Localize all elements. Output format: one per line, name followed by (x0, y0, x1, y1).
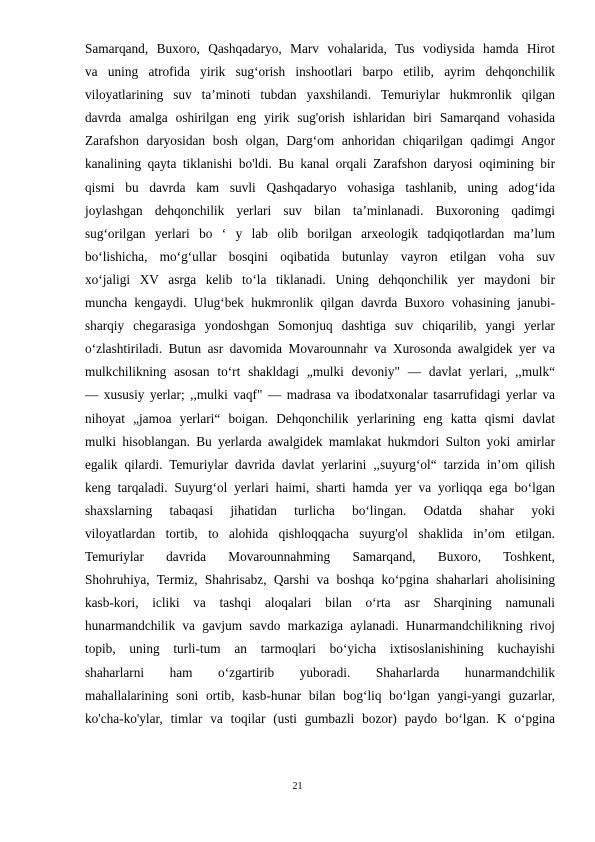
text-line: Zarafshon daryosidan bosh olgan, Darg‘om anhoridan chiqarilgan qadimgi Angor (85, 133, 555, 149)
text-line: egalik qilardi. Temuriylar davrida davlat yerlarini ,,suyurg‘ol“ tarzida in’om qilish (85, 456, 555, 472)
text-line: ko'cha-ko'ylar, timlar va toqilar (usti gumbazli bozor) paydo bo‘lgan. K o‘pgina (85, 710, 555, 726)
text-line: joylashgan dehqonchilik yerlari suv bilan ta’minlanadi. Buxoroning qadimgi (85, 202, 555, 218)
text-line: bo‘lishicha, mo‘g‘ullar bosqini oqibatida butunlay vayron etilgan voha suv (85, 248, 555, 264)
text-line: viloyatlardan tortib, to alohida qishloqqacha suyurg'ol shaklida in’om etilgan. (85, 525, 555, 541)
text-line: mulki hisoblangan. Bu yerlarda awalgidek mamlakat hukmdori Sulton yoki amirlar (85, 433, 555, 449)
text-line: davrda amalga oshirilgan eng yirik sug'orish ishlaridan biri Samarqand vohasida (85, 110, 555, 126)
text-line: shaxslarning tabaqasi jihatidan turlicha bo‘lingan. Odatda shahar yoki (85, 502, 555, 518)
text-line: keng tarqaladi. Suyurg‘ol yerlari haimi, sharti hamda yer va yorliqqa ega bo‘lgan (85, 479, 555, 495)
text-line: — xususiy yerlar; ,,mulki vaqf" — madrasa va ibodatxonalar tasarrufidagi yerlar va (85, 387, 555, 403)
text-line: qismi bu davrda kam suvli Qashqadaryo vohasiga tashlanib, uning adog‘ida (85, 179, 555, 195)
text-line: topib, uning turli-tum an tarmoqlari bo‘yicha ixtisoslanishining kuchayishi (85, 641, 555, 657)
text-line: sharqiy chegarasiga yondoshgan Somonjuq dashtiga suv chiqarilib, yangi yerlar (85, 318, 555, 334)
text-line: kasb-kori, icliki va tashqi aloqalari bilan o‘rta asr Sharqining namunali (85, 595, 555, 611)
text-line: o‘zlashtiriladi. Butun asr davomida Movarounnahr va Xurosonda awalgidek yer va (85, 341, 555, 357)
text-line: va uning atrofida yirik sug‘orish inshootlari barpo etilib, ayrim dehqonchilik (85, 64, 555, 80)
text-line: sug‘orilgan yerlari bo ‘ y lab olib borilgan arxeologik tadqiqotlardan ma’lum (85, 225, 555, 241)
body-text (85, 37, 555, 730)
text-line: xo‘jaligi XV asrga kelib to‘la tiklanadi. Uning dehqonchilik yer maydoni bir (85, 271, 555, 287)
page-number: 21 (292, 781, 303, 792)
text-line: shaharlarni ham o‘zgartirib yuboradi. Shaharlarda hunarmandchilik (85, 664, 555, 680)
text-line: nihoyat „jamoa yerlari“ boigan. Dehqonchilik yerlarining eng katta qismi davlat (85, 410, 555, 426)
text-line: Shohruhiya, Termiz, Shahrisabz, Qarshi va boshqa ko‘pgina shaharlari aholisining (85, 572, 555, 588)
text-line: mulkchilikning asosan to‘rt shakldagi „mulki devoniy" — davlat yerlari, ,,mulk“ (85, 364, 555, 380)
text-line: kanalining qayta tiklanishi bo'ldi. Bu kanal orqali Zarafshon daryosi oqimining bir (85, 156, 555, 172)
text-line: viloyatlarining suv ta’minoti tubdan yaxshilandi. Temuriylar hukmronlik qilgan (85, 87, 555, 103)
text-line: mahallalarining soni ortib, kasb-hunar bilan bog‘liq bo‘lgan yangi-yangi guzarlar, (85, 687, 555, 703)
text-line: muncha kengaydi. Ulug‘bek hukmronlik qilgan davrda Buxoro vohasining janubi- (85, 295, 555, 311)
text-line: hunarmandchilik va gavjum savdo markaziga aylanadi. Hunarmandchilikning rivoj (85, 618, 555, 634)
text-line: Samarqand, Buxoro, Qashqadaryo, Marv vohalarida, Tus vodiysida hamda Hirot (85, 41, 555, 56)
text-line: Temuriylar davrida Movarounnahming Samarqand, Buxoro, Toshkent, (85, 549, 555, 565)
